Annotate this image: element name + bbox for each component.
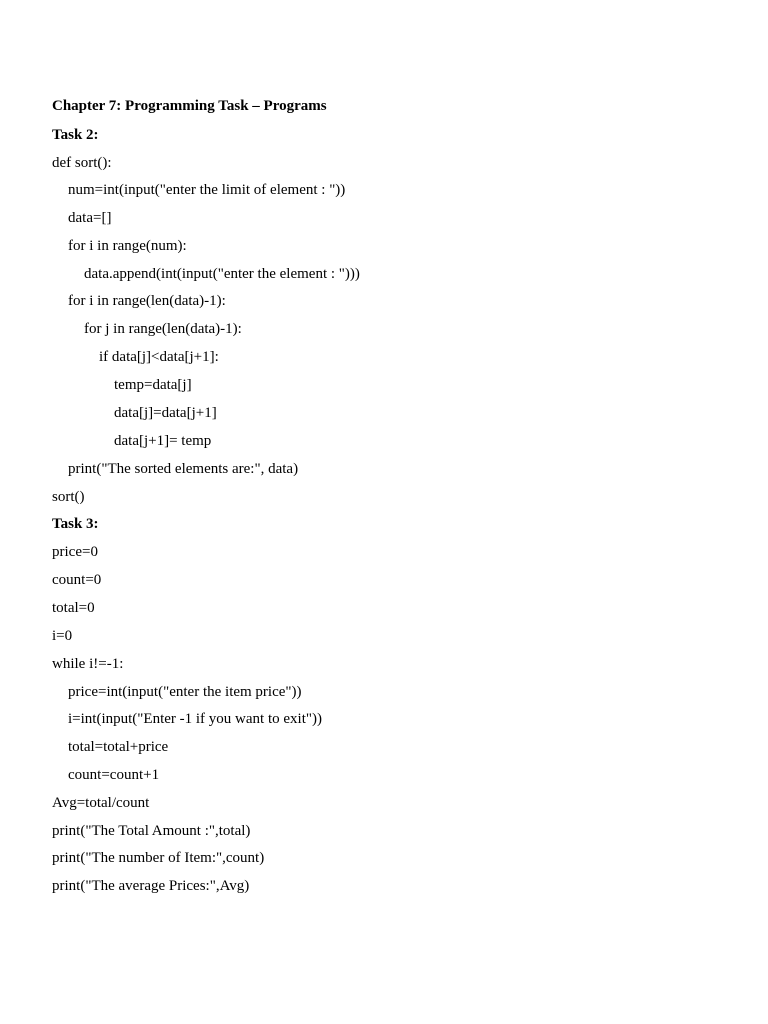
code-line: count=0 — [52, 572, 102, 588]
code-line: while i!=-1: — [52, 656, 124, 672]
code-line: i=int(input("Enter -1 if you want to exit")) — [68, 711, 322, 727]
code-line: num=int(input("enter the limit of element : ")) — [68, 182, 346, 198]
code-line: for i in range(num): — [68, 238, 187, 254]
code-line: for j in range(len(data)-1): — [84, 321, 242, 337]
code-line: data[j+1]= temp — [114, 433, 212, 449]
code-line: print("The Total Amount :",total) — [52, 823, 251, 839]
code-line: price=0 — [52, 544, 98, 560]
task3-heading: Task 3: — [52, 516, 99, 532]
code-line: i=0 — [52, 628, 73, 644]
code-line: price=int(input("enter the item price")) — [68, 684, 302, 700]
task2-heading: Task 2: — [52, 127, 99, 143]
code-line: data[j]=data[j+1] — [114, 405, 217, 421]
code-line: print("The number of Item:",count) — [52, 850, 265, 866]
code-line: for i in range(len(data)-1): — [68, 293, 226, 309]
code-line: if data[j]<data[j+1]: — [99, 349, 219, 365]
code-line: total=0 — [52, 600, 95, 616]
code-line: data=[] — [68, 210, 112, 226]
page-title: Chapter 7: Programming Task – Programs — [52, 98, 327, 114]
code-line: Avg=total/count — [52, 795, 150, 811]
code-line: def sort(): — [52, 155, 112, 171]
code-line: sort() — [52, 489, 85, 505]
code-line: print("The average Prices:",Avg) — [52, 878, 250, 894]
code-line: temp=data[j] — [114, 377, 192, 393]
code-line: total=total+price — [68, 739, 169, 755]
code-line: count=count+1 — [68, 767, 160, 783]
code-line: data.append(int(input("enter the element : "))) — [84, 266, 360, 282]
code-line: print("The sorted elements are:", data) — [68, 461, 299, 477]
